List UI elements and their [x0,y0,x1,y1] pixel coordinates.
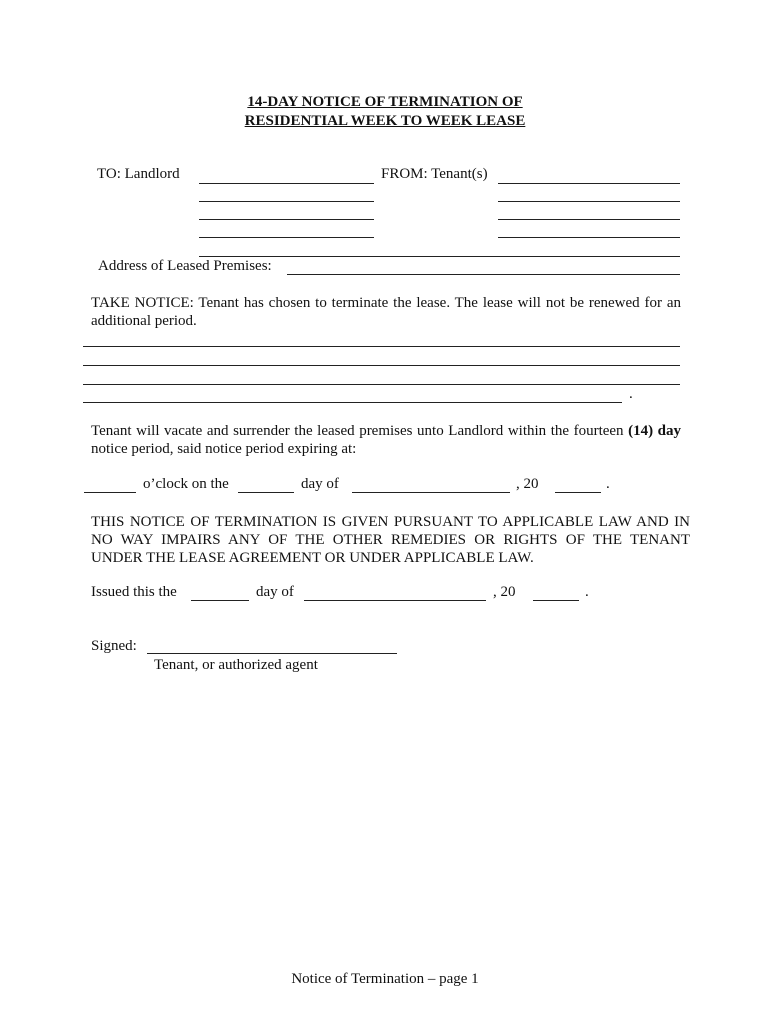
expiry-day-field[interactable] [238,492,294,493]
legal-notice-paragraph: THIS NOTICE OF TERMINATION IS GIVEN PURSUANT TO APPLICABLE LAW AND IN NO WAY IMPAIRS ANY OF THE OTHER REMEDIES OR RIGHTS OF THE TENANT UNDER THE LEASE AGREEMENT OR UNDER APPLICABLE LAW. [91,514,690,566]
page-footer: Notice of Termination – page 1 [291,971,479,987]
landlord-name-line-3[interactable] [199,219,374,220]
signature-caption: Tenant, or authorized agent [154,657,318,673]
tenant-name-line-1[interactable] [498,183,680,184]
landlord-name-line-2[interactable] [199,201,374,202]
signed-label: Signed: [91,638,137,654]
vacate-bold-duration: (14) day [628,423,681,439]
address-field-line[interactable] [287,274,680,275]
expiry-year-prefix: , 20 [516,476,539,492]
expiry-hour-field[interactable] [84,492,136,493]
expiry-month-field[interactable] [352,492,510,493]
address-label: Address of Leased Premises: [98,258,272,274]
vacate-text-before: Tenant will vacate and surrender the leased premises unto Landlord within the fourteen [91,423,629,439]
expiry-oclock-label: o’clock on the [143,476,229,492]
issued-day-of-label: day of [256,584,294,600]
document-title-line2: RESIDENTIAL WEEK TO WEEK LEASE [244,113,526,129]
tenant-name-line-4[interactable] [498,237,680,238]
tenant-name-line-2[interactable] [498,201,680,202]
landlord-name-line-1[interactable] [199,183,374,184]
expiry-day-of-label: day of [301,476,339,492]
take-notice-paragraph: TAKE NOTICE: Tenant has chosen to terminate the lease. The lease will not be renewed for an additional period. [91,295,681,329]
vacate-paragraph [91,422,681,458]
reason-line-2[interactable] [83,365,680,366]
reason-line-1[interactable] [83,346,680,347]
expiry-end-period: . [606,476,610,492]
issued-month-field[interactable] [304,600,486,601]
expiry-year-field[interactable] [555,492,601,493]
tenant-name-line-3[interactable] [498,219,680,220]
to-landlord-label: TO: Landlord [97,166,180,182]
from-tenant-label: FROM: Tenant(s) [381,166,488,182]
issued-day-field[interactable] [191,600,249,601]
issued-year-prefix: , 20 [493,584,516,600]
reason-line-4[interactable] [83,402,622,403]
issued-label: Issued this the [91,584,177,600]
reason-line-3[interactable] [83,384,680,385]
vacate-text-after: notice period, said notice period expiring at: [91,441,357,457]
reason-end-period: . [629,386,633,402]
issued-end-period: . [585,584,589,600]
signature-line[interactable] [147,653,397,654]
separator-line [199,256,680,257]
document-title-line1: 14-DAY NOTICE OF TERMINATION OF [247,94,523,110]
landlord-name-line-4[interactable] [199,237,374,238]
issued-year-field[interactable] [533,600,579,601]
